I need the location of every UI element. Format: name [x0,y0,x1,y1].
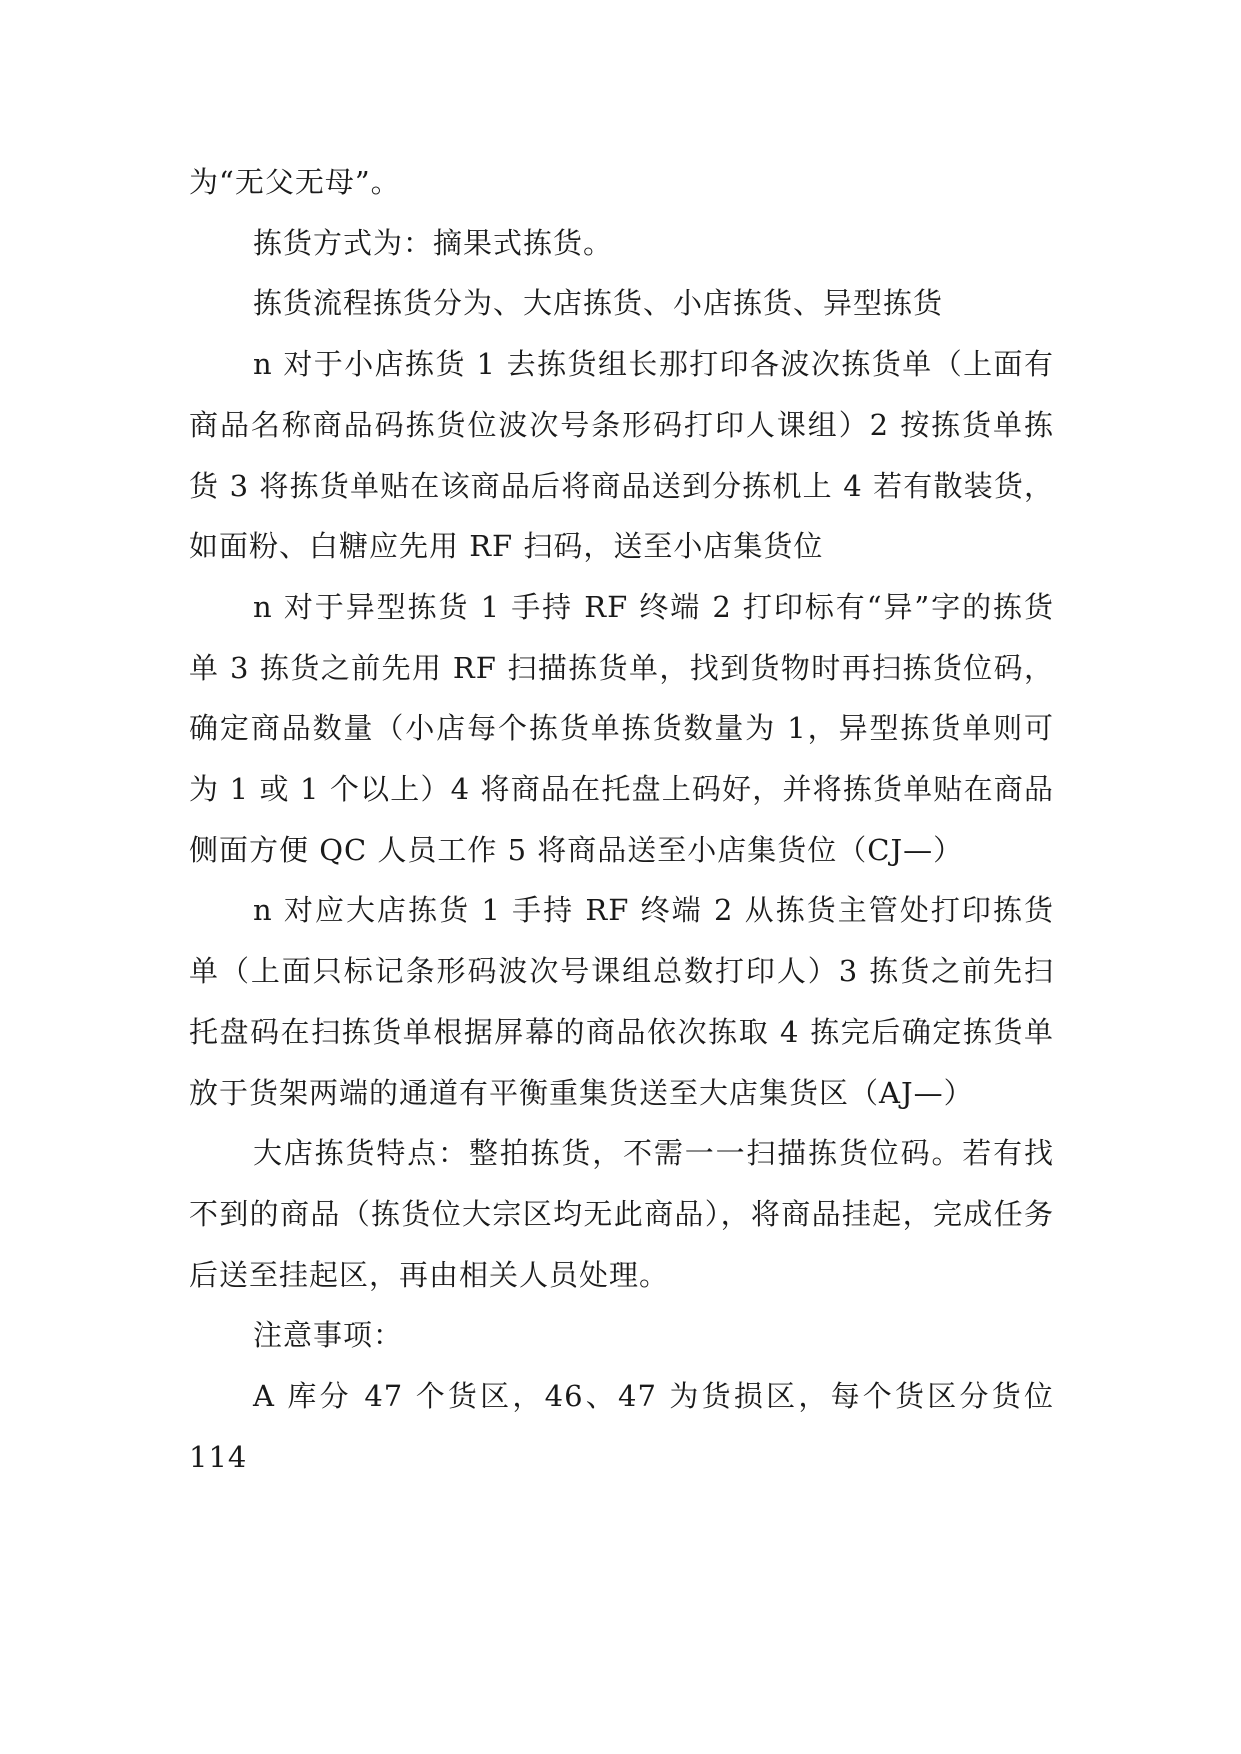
paragraph-large-store-features: 大店拣货特点：整拍拣货，不需一一扫描拣货位码。若有找不到的商品（拣货位大宗区均无此商品），将商品挂起，完成任务后送至挂起区，再由相关人员处理。 [189,1136,1054,1292]
paragraph-irregular-picking: n 对于异型拣货 1 手持 RF 终端 2 打印标有“异”字的拣货单 3 拣货之前先用 RF 扫描拣货单，找到货物时再扫拣货位码，确定商品数量（小店每个拣货单拣货数量为 1，异型拣货单则可为 1 或 1 个以上）4 将商品在托盘上码好，并将拣货单贴在商品侧面方便 QC 人员工作 5 将商品送至小店集货位（CJ—） [189,589,1054,867]
paragraph-large-store-picking: n 对应大店拣货 1 手持 RF 终端 2 从拣货主管处打印拣货单（上面只标记条形码波次号课组总数打印人）3 拣货之前先扫托盘码在扫拣货单根据屏幕的商品依次拣取 4 拣完后确定拣货单放于货架两端的通道有平衡重集货送至大店集货区（AJ—） [189,893,1054,1110]
paragraph-picking-process: 拣货流程拣货分为、大店拣货、小店拣货、异型拣货 [253,286,944,321]
paragraph-notes-heading: 注意事项： [253,1318,404,1353]
paragraph-warehouse-zones: A 库分 47 个货区，46、47 为货损区，每个货区分货位 114 [189,1379,1054,1474]
document-body [189,152,1054,1487]
paragraph-continuation: 为“无父无母”。 [189,165,401,199]
paragraph-small-store-picking: n 对于小店拣货 1 去拣货组长那打印各波次拣货单（上面有商品名称商品码拣货位波次号条形码打印人课组）2 按拣货单拣货 3 将拣货单贴在该商品后将商品送到分拣机上 4 若有散装货，如面粉、白糖应先用 RF 扫码，送至小店集货位 [189,347,1054,564]
paragraph-picking-method: 拣货方式为：摘果式拣货。 [253,225,614,260]
